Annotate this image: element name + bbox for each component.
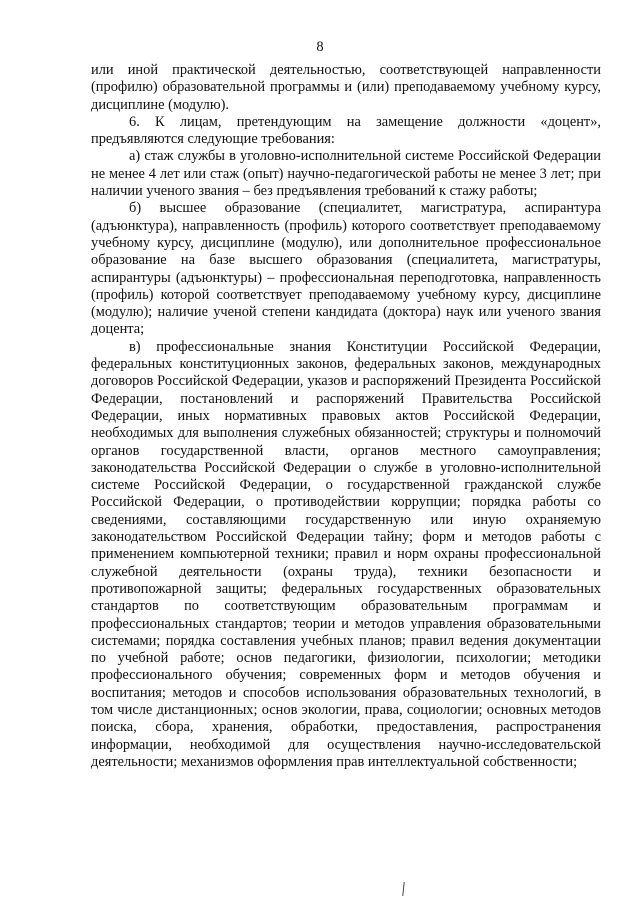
footer-mark-icon <box>402 882 407 896</box>
paragraph-subitem-v: в) профессиональные знания Конституции Российской Федерации, федеральных конституционных законов, федеральных законов, международных договоров Российской Федерации, указов и распоряжений Президента Российской Федерации, постановлений и распоряжений Правительства Российской Федерации, иных нормативных правовых актов Российской Федерации, необходимых для выполнения служебных обязанностей; структуры и полномочий органов государственной власти, органов местного самоуправления; законодательства Российской Федерации о службе в уголовно-исполнительной системе Российской Федерации, о государственной гражданской службе Российской Федерации, о противодействии коррупции; порядка работы со сведениями, составляющими государственную или иную охраняемую законодательством Российской Федерации тайну; форм и методов работы с применением компьютерной техники; правил и норм охраны профессиональной служебной деятельности (охраны труда), техники безопасности и противопожарной защиты; федеральных государственных образовательных стандартов по соответствующим образовательным программам и профессиональных стандартов; теории и методов управления образовательными системами; порядка составления учебных планов; правил ведения документации по учебной работе; основ педагогики, физиологии, психологии; методики профессионального обучения; современных форм и методов обучения и воспитания; методов и способов использования образовательных технологий, в том числе дистанционных; основ экологии, права, социологии; основных методов поиска, сбора, хранения, обработки, предоставления, распространения информации, необходимой для осуществления научно-исследовательской деятельности; механизмов оформления прав интеллектуальной собственности; <box>91 338 601 770</box>
paragraph-continuation: или иной практической деятельностью, соответствующей направленности (профилю) образовательной программы и (или) преподаваемому учебному курсу, дисциплине (модулю). <box>91 62 601 113</box>
paragraph-subitem-b: б) высшее образование (специалитет, магистратура, аспирантура (адъюнктура), направленность (профиль) которого соответствует преподаваемому учебному курсу, дисциплине (модулю), или дополнительное профессиональное образование на базе высшего образования (специалитета, магистратуры, аспирантуры (адъюнктуры) – профессиональная переподготовка, направленность (профиль) которой соответствует преподаваемому учебному курсу, дисциплине (модулю); наличие ученой степени кандидата (доктора) наук или ученого звания доцента; <box>91 200 601 338</box>
paragraph-subitem-a: а) стаж службы в уголовно-исполнительной системе Российской Федерации не менее 4 лет или стаж (опыт) научно-педагогической работы не менее 3 лет; при наличии ученого звания – без предъявления требований к стажу работы; <box>91 148 601 200</box>
paragraph-item-6: 6. К лицам, претендующим на замещение должности «доцент», предъявляются следующие требования: <box>91 113 601 148</box>
body-text <box>91 62 601 771</box>
page-number: 8 <box>316 39 324 55</box>
